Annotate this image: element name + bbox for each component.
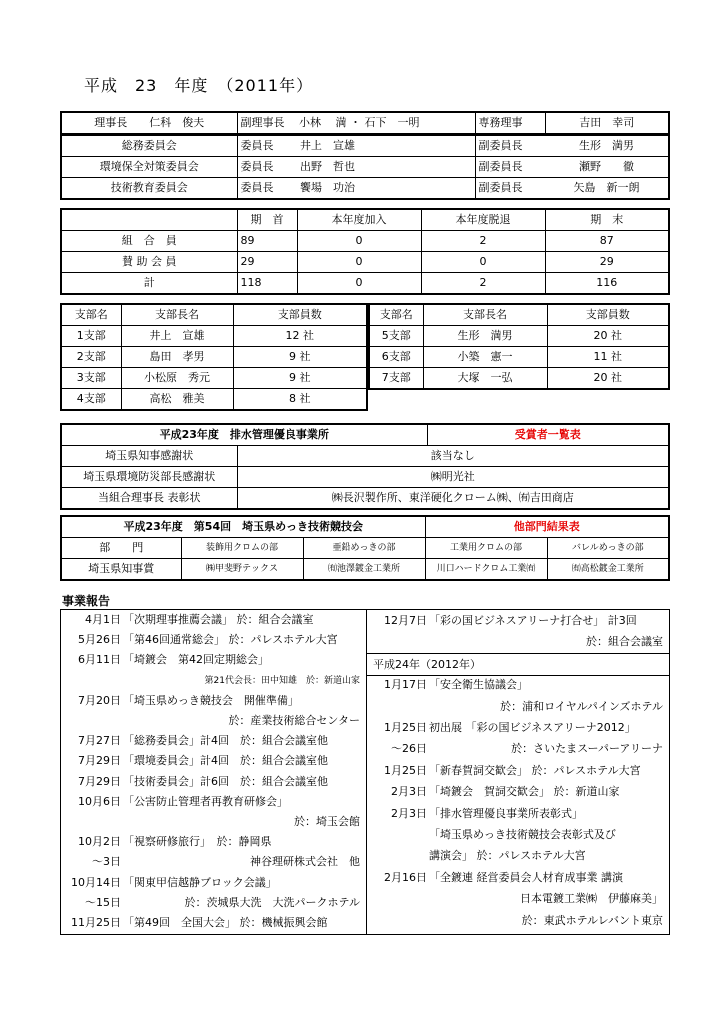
report-date: 6月11日 xyxy=(78,653,121,667)
managing-director-name: 吉田 幸司 xyxy=(545,112,669,134)
header-end: 期 末 xyxy=(545,209,669,231)
branch-name: 5支部 xyxy=(369,326,423,347)
report-text: 「第46回通常総会」 於：パレスホテル大宮 xyxy=(123,633,338,647)
branch-leader: 島田 孝男 xyxy=(121,347,233,368)
report-entry xyxy=(367,696,669,717)
header-left: 本年度脱退 xyxy=(421,209,545,231)
report-entry xyxy=(367,845,669,866)
committee-row xyxy=(61,135,669,157)
report-text: 於：産業技術総合センター xyxy=(228,714,360,727)
report-text: 「技術委員会」計6回 於：組合会議室他 xyxy=(123,774,328,788)
vice-chairman-cell: 副理事長 小林 満 ・ 石下 一明 xyxy=(237,112,475,134)
report-text: 「総務委員会」計4回 於：組合会議室他 xyxy=(123,734,328,748)
report-entry xyxy=(61,630,366,650)
result-company: ㈱甲斐野テックス xyxy=(181,559,303,581)
report-text: 「第49回 全国大会」 於：機械振興会館 xyxy=(123,916,328,929)
award-name: 当組合理事長 表彰状 xyxy=(61,488,237,510)
awards-header: 平成23年度 排水管理優良事業所 xyxy=(61,424,427,446)
report-entry xyxy=(367,910,669,931)
committees-table xyxy=(60,134,670,200)
report-entry xyxy=(367,631,669,652)
managing-director-label: 専務理事 xyxy=(475,112,545,134)
chair-label: 委員長 xyxy=(237,157,297,178)
branch-row xyxy=(61,389,367,411)
report-entry xyxy=(61,772,366,792)
report-text: 於：茨城県大洗 大洗パークホテル xyxy=(184,895,360,909)
branch-row xyxy=(369,326,669,347)
report-text: 講演会」 於：パレスホテル大宮 xyxy=(429,849,586,863)
award-name: 埼玉県環境防災部長感謝状 xyxy=(61,467,237,488)
report-date: 12月7日 xyxy=(384,614,427,627)
branch-row xyxy=(369,368,669,390)
report-entry xyxy=(61,671,366,691)
value: 0 xyxy=(297,273,421,295)
report-text: 「全鍍連 経営委員会人材育成事業 講演 xyxy=(429,870,623,884)
branches-left-table xyxy=(60,303,368,411)
branch-count: 11 社 xyxy=(547,347,669,368)
report-text: 「関東甲信越静ブロック会議」 xyxy=(123,875,277,889)
report-text: 於：さいたまスーパーアリーナ xyxy=(511,742,663,756)
report-entry xyxy=(61,873,366,893)
membership-header-row xyxy=(61,209,669,231)
officers-table xyxy=(60,111,670,135)
header-count: 支部員数 xyxy=(233,304,367,326)
report-text xyxy=(481,658,483,671)
report-entry xyxy=(61,751,366,771)
column-decorative-chrome: 装飾用クロムの部 xyxy=(181,538,303,559)
competition-result-row xyxy=(61,559,669,581)
committee-name: 技術教育委員会 xyxy=(61,178,237,200)
branch-leader: 高松 雅美 xyxy=(121,389,233,411)
header-joined: 本年度加入 xyxy=(297,209,421,231)
report-entry xyxy=(367,760,669,781)
membership-row xyxy=(61,252,669,273)
vice-label: 副委員長 xyxy=(475,135,545,157)
column-division: 部 門 xyxy=(61,538,181,559)
branch-count: 12 社 xyxy=(233,326,367,347)
report-title: 事業報告 xyxy=(62,594,111,608)
branches-header-row xyxy=(369,304,669,326)
header-leader: 支部長名 xyxy=(423,304,547,326)
column-barrel: バレルめっきの部 xyxy=(547,538,669,559)
competition-header: 平成23年度 第54回 埼玉県めっき技術競技会 xyxy=(61,516,425,538)
report-text: 「埼玉県めっき競技会 開催準備」 xyxy=(123,693,299,707)
award-name: 埼玉県知事感謝状 xyxy=(61,446,237,467)
report-era-heading xyxy=(367,653,669,676)
award-recipient: 該当なし xyxy=(237,446,669,467)
committee-name: 総務委員会 xyxy=(61,135,237,157)
value: 29 xyxy=(545,252,669,273)
report-text: 神谷理研株式会社 他 xyxy=(250,855,360,869)
header-branch: 支部名 xyxy=(369,304,423,326)
chair-label: 委員長 xyxy=(237,135,297,157)
report-date: 11月25日 xyxy=(71,916,121,929)
branch-row xyxy=(369,347,669,368)
report-date: 2月3日 xyxy=(391,785,427,799)
branch-count: 20 社 xyxy=(547,326,669,347)
committee-name: 環境保全対策委員会 xyxy=(61,157,237,178)
report-text: 「埼鍍会 第42回定期総会」 xyxy=(123,653,269,667)
report-entry xyxy=(61,812,366,832)
value: 89 xyxy=(237,231,297,252)
award-recipient: ㈱長沢製作所、東洋硬化クローム㈱、㈲吉田商店 xyxy=(237,488,669,510)
report-date: 4月1日 xyxy=(85,613,121,626)
report-date: 7月29日 xyxy=(78,774,121,788)
row-label: 計 xyxy=(61,273,237,295)
branch-count: 9 社 xyxy=(233,368,367,389)
branches-header-row xyxy=(61,304,367,326)
branch-name: 7支部 xyxy=(369,368,423,390)
report-text: 「環境委員会」計4回 於：組合会議室他 xyxy=(123,754,328,768)
report-entry xyxy=(61,792,366,812)
header-count: 支部員数 xyxy=(547,304,669,326)
value: 116 xyxy=(545,273,669,295)
chairman-cell: 理事長 仁科 俊夫 xyxy=(61,112,237,134)
value: 118 xyxy=(237,273,297,295)
report-text: 於：組合会議室 xyxy=(586,635,663,649)
branch-leader: 生形 満男 xyxy=(423,326,547,347)
branch-leader: 井上 宣雄 xyxy=(121,326,233,347)
report-entry xyxy=(61,711,366,731)
report-entry xyxy=(367,717,669,738)
award-row xyxy=(61,446,669,467)
header-leader: 支部長名 xyxy=(121,304,233,326)
branches-right-table xyxy=(368,303,670,390)
result-award: 埼玉県知事賞 xyxy=(61,559,181,581)
branch-leader: 小松原 秀元 xyxy=(121,368,233,389)
branch-count: 20 社 xyxy=(547,368,669,390)
vice-label: 副委員長 xyxy=(475,157,545,178)
report-date: 平成24年（2012年） xyxy=(373,657,481,671)
report-entry xyxy=(367,674,669,695)
report-date: ～15日 xyxy=(85,895,121,909)
vice-label: 副委員長 xyxy=(475,178,545,200)
awards-header-row xyxy=(61,424,669,446)
result-company: 川口ハードクロム工業㈲ xyxy=(425,559,547,581)
report-text: 「安全衛生協議会」 xyxy=(429,678,528,692)
branch-name: 6支部 xyxy=(369,347,423,368)
report-entry xyxy=(61,852,366,872)
report-entry xyxy=(61,691,366,711)
competition-table xyxy=(60,515,670,581)
report-text: 「公害防止管理者再教育研修会」 xyxy=(123,794,288,808)
report-text: 「排水管理優良事業所表彰式」 xyxy=(429,806,583,820)
report-entry xyxy=(367,781,669,802)
vice-name: 生形 満男 xyxy=(545,135,669,157)
report-entry xyxy=(367,867,669,888)
column-industrial-chrome: 工業用クロムの部 xyxy=(425,538,547,559)
report-date: ～26日 xyxy=(391,742,427,756)
report-date: 2月16日 xyxy=(384,870,427,884)
membership-row xyxy=(61,273,669,295)
report-entry xyxy=(367,824,669,845)
branch-row xyxy=(61,368,367,389)
report-text: 於：東武ホテルレバント東京 xyxy=(521,913,663,927)
header-start: 期 首 xyxy=(237,209,297,231)
report-date: 1月25日 xyxy=(384,721,427,734)
report-entry xyxy=(367,803,669,824)
row-label: 組 合 員 xyxy=(61,231,237,252)
report-entry xyxy=(367,738,669,759)
report-entry xyxy=(367,610,669,631)
branch-name: 3支部 xyxy=(61,368,121,389)
report-date: 10月2日 xyxy=(78,835,121,849)
report-text: 「埼鍍会 賀詞交歓会」 於：新道山家 xyxy=(429,785,620,799)
report-text: 日本電鍍工業㈱ 伊藤麻美」 xyxy=(520,892,663,906)
report-entry xyxy=(61,650,366,670)
value: 2 xyxy=(421,273,545,295)
branch-leader: 小築 憲一 xyxy=(423,347,547,368)
header-branch: 支部名 xyxy=(61,304,121,326)
chair-label: 委員長 xyxy=(237,178,297,200)
vice-name: 瀬野 徹 xyxy=(545,157,669,178)
value: 29 xyxy=(237,252,297,273)
report-text: 初出展 「彩の国ビジネスアリーナ2012」 xyxy=(429,721,636,734)
branch-name: 4支部 xyxy=(61,389,121,411)
report-text: 於：浦和ロイヤルパインズホテル xyxy=(500,699,663,713)
report-date: 2月3日 xyxy=(391,806,427,820)
report-text: 「新春賀詞交歓会」 於：パレスホテル大宮 xyxy=(429,763,641,777)
competition-header-row xyxy=(61,516,669,538)
branch-count: 9 社 xyxy=(233,347,367,368)
report-text: 第21代会長：田中知雄 於：新道山家 xyxy=(204,675,360,686)
report-date: 10月6日 xyxy=(78,794,121,808)
report-entry xyxy=(61,731,366,751)
branch-row xyxy=(61,326,367,347)
report-date: 1月17日 xyxy=(384,678,427,692)
branch-name: 1支部 xyxy=(61,326,121,347)
report-entry xyxy=(61,893,366,913)
vice-name: 矢島 新一朗 xyxy=(545,178,669,200)
column-zinc: 亜鉛めっきの部 xyxy=(303,538,425,559)
chair-name: 饗場 功治 xyxy=(297,178,475,200)
value: 87 xyxy=(545,231,669,252)
report-entry xyxy=(61,610,366,630)
committee-row xyxy=(61,157,669,178)
value: 0 xyxy=(297,231,421,252)
competition-header-right: 他部門結果表 xyxy=(425,516,669,538)
award-row xyxy=(61,467,669,488)
value: 0 xyxy=(421,252,545,273)
report-text: 於：埼玉会館 xyxy=(294,815,360,828)
report-entry xyxy=(61,832,366,852)
membership-row xyxy=(61,231,669,252)
value: 0 xyxy=(297,252,421,273)
report-date: 7月29日 xyxy=(78,754,121,768)
report-date: 10月14日 xyxy=(71,875,121,889)
chair-name: 井上 宣雄 xyxy=(297,135,475,157)
branch-leader: 大塚 一弘 xyxy=(423,368,547,390)
report-text: 「彩の国ビジネスアリーナ打合せ」 計3回 xyxy=(429,614,637,627)
chair-name: 出野 哲也 xyxy=(297,157,475,178)
report-date: 1月25日 xyxy=(384,763,427,777)
committee-row xyxy=(61,178,669,200)
report-text: 「視察研修旅行」 於：静岡県 xyxy=(123,835,272,849)
report-box xyxy=(60,609,670,935)
membership-table xyxy=(60,208,670,295)
result-company: ㈲高松鍍金工業所 xyxy=(547,559,669,581)
award-recipient: ㈱明光社 xyxy=(237,467,669,488)
report-date: 7月27日 xyxy=(78,734,121,748)
page-title: 平成 23 年度 （2011年） xyxy=(84,76,314,95)
report-date: ～3日 xyxy=(92,855,121,869)
awards-header-right: 受賞者一覧表 xyxy=(427,424,669,446)
report-entry xyxy=(61,913,366,933)
branch-row xyxy=(61,347,367,368)
report-date: 5月26日 xyxy=(78,633,121,647)
branch-count: 8 社 xyxy=(233,389,367,411)
report-date: 7月20日 xyxy=(78,693,121,707)
award-row xyxy=(61,488,669,510)
result-company: ㈲池澤鍍金工業所 xyxy=(303,559,425,581)
competition-columns-row xyxy=(61,538,669,559)
branch-name: 2支部 xyxy=(61,347,121,368)
report-entry xyxy=(367,888,669,909)
report-text: 「次期理事推薦会議」 於：組合会議室 xyxy=(123,613,314,626)
value: 2 xyxy=(421,231,545,252)
report-text: 「埼玉県めっき技術競技会表彰式及び xyxy=(429,828,616,841)
row-label: 賛 助 会 員 xyxy=(61,252,237,273)
awards-table xyxy=(60,423,670,510)
